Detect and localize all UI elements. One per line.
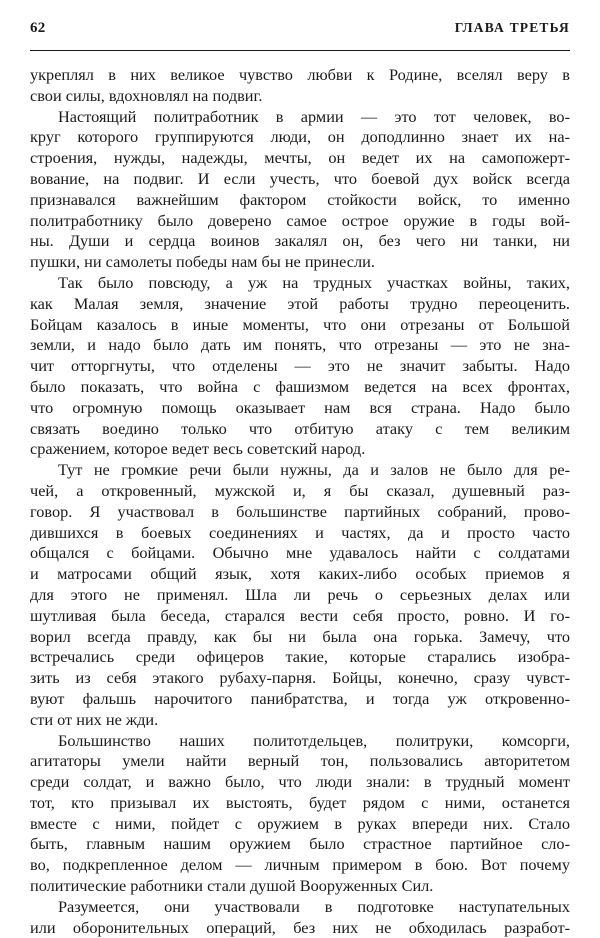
text-line: вместе с ними, пойдет с оружием в руках впереди них. Стало [30, 813, 570, 833]
text-line: строения, нужды, надежды, мечты, он ведет их на самопожерт- [30, 148, 570, 168]
text-line: дившихся в боевых соединениях и частях, да и просто часто [30, 522, 570, 542]
text-line: свои силы, вдохновлял на подвиг. [30, 85, 263, 105]
text-line: среди солдат, и важно было, что люди знали: в трудный момент [30, 772, 570, 792]
text-line: Тут не громкие речи были нужны, да и залов не было для ре- [58, 460, 570, 480]
text-line: политические работники стали душой Вооруженных Сил. [30, 876, 434, 896]
chapter-title: ГЛАВА ТРЕТЬЯ [454, 20, 570, 35]
text-line: чей, а откровенный, мужской и, я бы сказал, душевный раз- [30, 480, 570, 500]
text-line: Большинство наших политотдельцев, политруки, комсорги, [58, 730, 570, 750]
text-line: Бойцам казалось в иные моменты, что они отрезаны от Большой [30, 314, 570, 334]
text-line: земли, и надо было дать им понять, что отрезаны — это не зна- [30, 335, 570, 355]
text-line: зить из себя этакого рубаху-парня. Бойцы, конечно, сразу чувст- [30, 668, 570, 688]
text-line: сражением, которое ведет весь советский народ. [30, 439, 366, 459]
text-line: для этого не применял. Шла ли речь о серьезных делах или [30, 584, 570, 604]
text-line: Разумеется, они участвовали в подготовке наступательных [58, 896, 570, 916]
text-line: укреплял в них великое чувство любви к Родине, вселял веру в [30, 65, 570, 84]
text-line: круг которого группируются люди, он доподлинно знает их на- [30, 127, 570, 147]
text-line: или оборонительных операций, без них не обходилась разработ- [30, 917, 570, 937]
text-line: что огромную помощь оказывает нам вся страна. Надо было [30, 397, 570, 417]
text-line: сти от них не жди. [30, 709, 159, 729]
text-line: встречались среди офицеров такие, которые старались изобра- [30, 647, 570, 667]
text-line: Настоящий политработник в армии — это тот человек, во- [58, 106, 570, 126]
text-line: быть, главным нашим оружием было страстное партийное сло- [30, 834, 570, 854]
text-line: политработнику было доверено самое острое оружие в годы вой- [30, 210, 570, 230]
text-line: как Малая земля, значение этой работы трудно переоценить. [30, 293, 570, 313]
text-line: было показать, что война с фашизмом ведется на всех фронтах, [30, 376, 570, 396]
text-line: общался с бойцами. Обычно мне удавалось найти с солдатами [30, 543, 570, 563]
running-head [30, 20, 570, 48]
text-line: ны. Души и сердца воинов закалял он, без чего ни танки, ни [30, 231, 570, 251]
body-text [30, 65, 570, 938]
text-line: связать воедино только что отбитую атаку с тем великим [30, 418, 570, 438]
text-line: вуют фальшь нарочитого панибратства, и тогда уж откровенно- [30, 688, 570, 708]
text-line: ворил всегда правду, как бы ни была она горька. Замечу, что [30, 626, 570, 646]
text-line: чит отторгнуты, что отделены — это не значит забыты. Надо [30, 356, 570, 376]
text-line: агитаторы умели найти верный тон, пользовались авторитетом [30, 751, 570, 771]
page-number: 62 [30, 20, 46, 36]
text-line: вование, на подвиг. И если учесть, что боевой дух войск всегда [30, 168, 570, 188]
text-line: пушки, ни самолеты победы нам бы не принесли. [30, 252, 375, 272]
text-line: во, подкрепленное делом — личным примером в бою. Вот почему [30, 855, 570, 875]
text-line: тот, кто призывал их выстоять, будет рядом с ними, останется [30, 792, 570, 812]
header-divider [30, 50, 570, 51]
text-line: говор. Я участвовал в большинстве партийных собраний, прово- [30, 501, 570, 521]
text-line: и матросами общий язык, хотя каких-либо особых приемов я [30, 564, 570, 584]
text-line: шутливая была беседа, старался вести себя просто, ровно. И го- [30, 605, 570, 625]
text-line: признавался важнейшим фактором стойкости войск, то именно [30, 189, 570, 209]
text-line: Так было повсюду, а уж на трудных участках войны, таких, [58, 272, 570, 292]
